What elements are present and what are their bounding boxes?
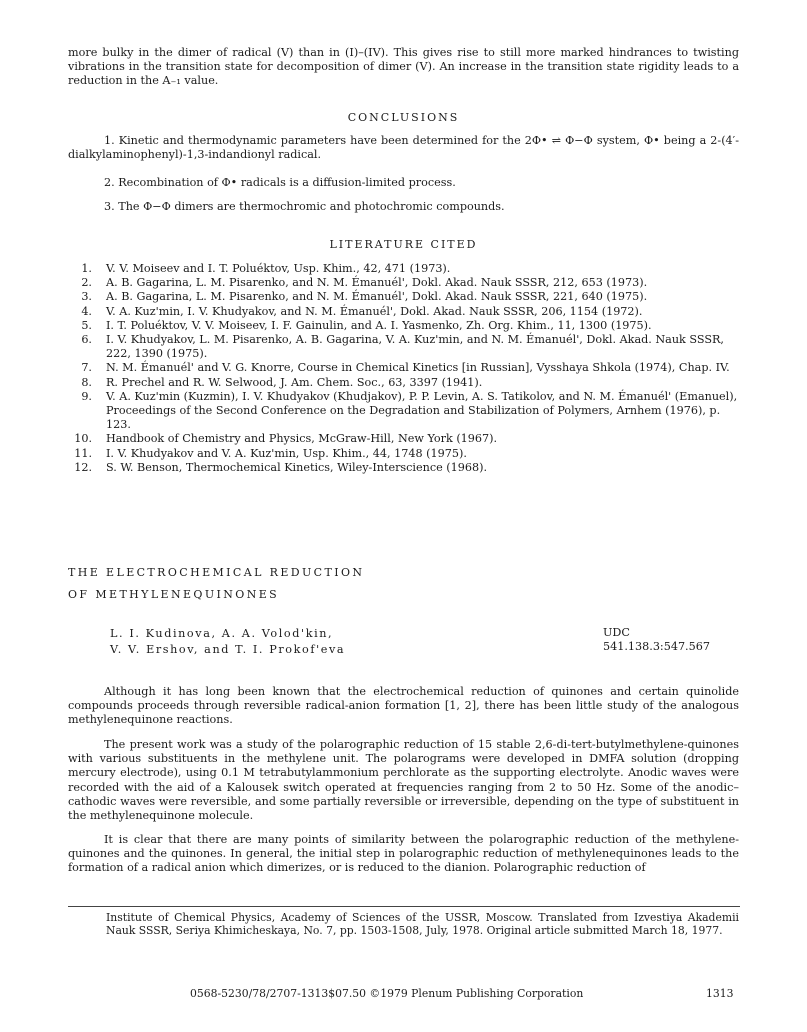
- copyright-line: 0568-5230/78/2707-1313$07.50 ©1979 Plenum Publishing Corporation: [190, 987, 584, 1000]
- article-authors: [110, 626, 345, 658]
- reference-item: [68, 432, 739, 446]
- reference-number: 4.: [81, 304, 92, 318]
- footnote: Institute of Chemical Physics, Academy of Sciences of the USSR, Moscow. Translated from Izvestiya Akademii Nauk SSSR, Seriya Khimicheskaya, No. 7, pp. 1503-1508, July, 1978. Original article submitted March 18, 1977.: [106, 911, 739, 938]
- reference-text: S. W. Benson, Thermochemical Kinetics, Wiley-Interscience (1968).: [106, 460, 488, 474]
- reference-number: 2.: [81, 276, 92, 290]
- reference-item: [68, 361, 739, 375]
- body-paragraph-1: Although it has long been known that the electrochemical reduction of quinones and certain quinolide compounds proceeds through reversible radical-anion formation [1, 2], there has been little study of the analogous methylenequinone reactions.: [68, 685, 739, 727]
- reference-text: R. Prechel and R. W. Selwood, J. Am. Chem. Soc., 63, 3397 (1941).: [106, 375, 483, 389]
- reference-item: [68, 376, 739, 390]
- body-paragraph-2: The present work was a study of the polarographic reduction of 15 stable 2,6-di-tert-butylmethylene-quinones with various substituents in the methylene unit. The polarograms were developed in DMFA solution (dropping mercury electrode), using 0.1 M tetrabutylammonium perchlorate as the supporting electrolyte. Anodic waves were recorded with the aid of a Kalousek switch operated at frequencies ranging from 2 to 50 Hz. Some of the anodic–cathodic waves were reversible, and some partially reversible or irreversible, depending on the type of substituent in the methylenequinone molecule.: [68, 738, 739, 823]
- reference-text: V. A. Kuz'min (Kuzmin), I. V. Khudyakov (Khudjakov), P. P. Levin, A. S. Tatikolov, and N. M. Émanuél' (Emanuel), Proceedings of the Second Conference on the Degradation and Stabilization of Polymers, Arnhem (1976), p. 123.: [106, 389, 738, 432]
- reference-number: 7.: [81, 361, 92, 375]
- reference-text: I. T. Poluéktov, V. V. Moiseev, I. F. Gainulin, and A. I. Yasmenko, Zh. Org. Khim., 11, 1300 (1975).: [106, 318, 652, 332]
- reference-number: 3.: [81, 290, 92, 304]
- reference-item: [68, 305, 739, 319]
- reference-item: [68, 333, 739, 361]
- reference-number: 8.: [81, 375, 92, 389]
- reference-number: 6.: [81, 333, 92, 347]
- article-title-line-1: THE ELECTROCHEMICAL REDUCTION: [68, 566, 365, 579]
- reference-text: I. V. Khudyakov and V. A. Kuz'min, Usp. Khim., 44, 1748 (1975).: [106, 446, 467, 460]
- reference-item: [68, 461, 739, 475]
- reference-text: V. A. Kuz'min, I. V. Khudyakov, and N. M. Émanuél', Dokl. Akad. Nauk SSSR, 206, 1154 (1972).: [106, 304, 643, 318]
- reference-list: [68, 262, 739, 475]
- reference-number: 12.: [74, 460, 92, 474]
- carryover-paragraph: more bulky in the dimer of radical (V) than in (I)–(IV). This gives rise to still more marked hindrances to twisting vibrations in the transition state for decomposition of dimer (V). An increase in the transition state rigidity leads to a reduction in the A₋₁ value.: [68, 46, 739, 88]
- reference-text: A. B. Gagarina, L. M. Pisarenko, and N. M. Émanuél', Dokl. Akad. Nauk SSSR, 221, 640 (1975).: [106, 290, 648, 304]
- reference-item: [68, 290, 739, 304]
- reference-number: 9.: [81, 389, 92, 403]
- reference-number: 11.: [74, 446, 92, 460]
- reference-text: Handbook of Chemistry and Physics, McGraw-Hill, New York (1967).: [106, 432, 498, 446]
- reference-text: N. M. Émanuél' and V. G. Knorre, Course in Chemical Kinetics [in Russian], Vysshaya Shkola (1974), Chap. IV.: [106, 361, 730, 375]
- reference-item: [68, 447, 739, 461]
- reference-item: [68, 319, 739, 333]
- reference-item: [68, 262, 739, 276]
- reference-text: I. V. Khudyakov, L. M. Pisarenko, A. B. Gagarina, V. A. Kuz'min, and N. M. Émanuél', Dokl. Akad. Nauk SSSR, 222, 1390 (1975).: [106, 333, 724, 361]
- article-title-line-2: OF METHYLENEQUINONES: [68, 588, 280, 601]
- body-paragraph-3: It is clear that there are many points of similarity between the polarographic reduction of the methylene-quinones and the quinones. In general, the initial step in polarographic reduction of methylenequinones leads to the formation of a radical anion which dimerizes, or is reduced to the dianion. Polarographic reduction of: [68, 833, 739, 875]
- reference-number: 10.: [74, 432, 92, 446]
- footnote-divider: [68, 906, 740, 907]
- page-number: 1313: [706, 987, 734, 1000]
- authors-line-1: L. I. Kudinova, A. A. Volod'kin,: [110, 627, 334, 640]
- conclusion-item-2: 2. Recombination of Φ• radicals is a diffusion-limited process.: [104, 176, 456, 189]
- literature-heading: LITERATURE CITED: [329, 238, 478, 251]
- udc-code: UDC 541.138.3:547.567: [603, 626, 710, 654]
- reference-item: [68, 276, 739, 290]
- reference-item: [68, 390, 739, 433]
- reference-number: 5.: [81, 318, 92, 332]
- reference-text: V. V. Moiseev and I. T. Poluéktov, Usp. Khim., 42, 471 (1973).: [106, 262, 451, 275]
- reference-number: 1.: [81, 262, 92, 275]
- conclusions-heading: CONCLUSIONS: [347, 111, 460, 124]
- conclusion-item-1: 1. Kinetic and thermodynamic parameters have been determined for the 2Φ• ⇌ Φ−Φ system, Φ• being a 2-(4′-dialkylaminophenyl)-1,3-indandionyl radical.: [68, 134, 739, 162]
- authors-line-2: V. V. Ershov, and T. I. Prokof'eva: [110, 643, 346, 656]
- reference-text: A. B. Gagarina, L. M. Pisarenko, and N. M. Émanuél', Dokl. Akad. Nauk SSSR, 212, 653 (1973).: [106, 276, 648, 290]
- conclusion-item-3: 3. The Φ−Φ dimers are thermochromic and photochromic compounds.: [104, 200, 505, 213]
